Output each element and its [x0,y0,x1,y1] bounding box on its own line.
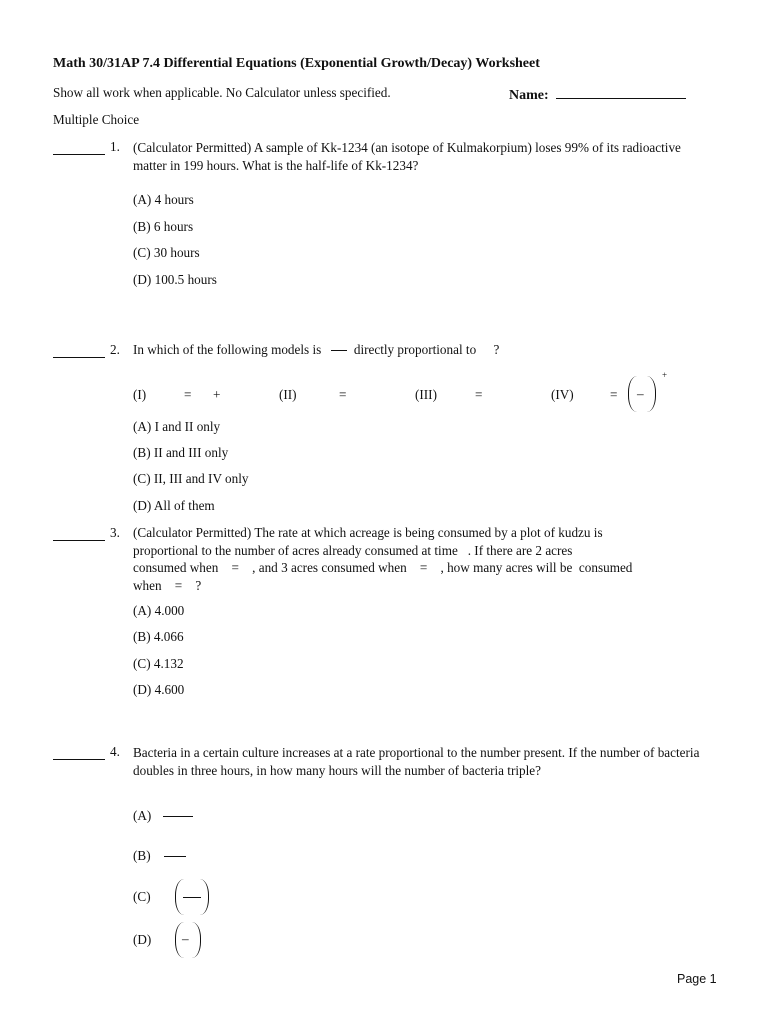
option-q3-b: (B) 4.066 [133,629,184,644]
question-text-q3-line2: proportional to the number of acres already consumed at time . If there are 2 acres [133,543,573,558]
name-label [509,84,686,104]
question-number-q4: 4. [110,744,120,759]
fraction-bar [163,816,193,817]
option-q2-a: (A) I and II only [133,419,221,434]
question-number-q3: 3. [110,525,120,540]
question-text-q3-line1: (Calculator Permitted) The rate at which acreage is being consumed by a plot of kudzu is [133,525,603,540]
answer-blank-q2[interactable] [53,343,105,358]
model-iv-label: (IV) [551,387,574,402]
fraction-bar [164,856,186,857]
question-text-q2-part1: In which of the following models is [133,342,322,357]
option-q3-d: (D) 4.600 [133,682,185,697]
option-q3-a: (A) 4.000 [133,603,185,618]
option-q4-a [133,808,193,824]
option-q4-b-label: (B) [133,848,151,863]
option-q2-b: (B) II and III only [133,445,229,460]
question-text-q2-part2: directly proportional to [353,342,477,357]
model-iii-equals: = [475,387,483,402]
name-blank-field[interactable] [556,84,686,99]
option-q4-a-label: (A) [133,808,152,823]
option-q1-a: (A) 4 hours [133,192,194,207]
question-text-q4: Bacteria in a certain culture increases at a rate proportional to the number present. If the number of bacteria doubles in three hours, in how many hours will the number of bacteria triple? [133,745,700,778]
model-i-plus: + [213,387,221,402]
answer-blank-q1[interactable] [53,140,105,155]
option-q3-c: (C) 4.132 [133,656,184,671]
option-q4-c: (C) [133,889,151,904]
answer-blank-q3[interactable] [53,526,105,541]
option-q4-b [133,848,186,864]
instructions-text: Show all work when applicable. No Calculator unless specified. [53,85,391,100]
question-text-q1: (Calculator Permitted) A sample of Kk-1234 (an isotope of Kulmakorpium) loses 99% of its radioactive matter in 199 hours. What is the half-life of Kk-1234? [133,140,681,173]
question-text-q2 [133,342,499,358]
model-ii-equals: = [339,387,347,402]
question-number-q1: 1. [110,139,120,154]
model-ii-label: (II) [279,387,297,402]
option-q1-c: (C) 30 hours [133,245,200,260]
model-i-label: (I) [133,387,147,402]
name-label-text: Name: [509,88,549,103]
option-q1-d: (D) 100.5 hours [133,272,217,287]
fraction-bar [331,350,347,351]
model-iv-superscript: + [662,370,668,380]
answer-blank-q4[interactable] [53,745,105,760]
model-iv-minus: – [637,386,644,401]
section-heading: Multiple Choice [53,112,140,127]
question-number-q2: 2. [110,342,120,357]
option-q4-d-minus: – [182,931,189,946]
option-q4-c-fraction-bar [183,897,201,898]
model-i-equals: = [184,387,192,402]
model-iv-equals: = [610,387,618,402]
option-q2-d: (D) All of them [133,498,215,513]
question-text-q2-part3: ? [493,342,500,357]
page-number: Page 1 [677,972,717,986]
question-text-q3-line4: when = ? [133,578,202,593]
option-q2-c: (C) II, III and IV only [133,471,249,486]
model-iii-label: (III) [415,387,437,402]
worksheet-title: Math 30/31AP 7.4 Differential Equations (Exponential Growth/Decay) Worksheet [53,56,540,71]
option-q4-d: (D) [133,932,152,947]
question-text-q3-line3: consumed when = , and 3 acres consumed when = , how many acres will be consumed [133,560,633,575]
option-q1-b: (B) 6 hours [133,219,194,234]
